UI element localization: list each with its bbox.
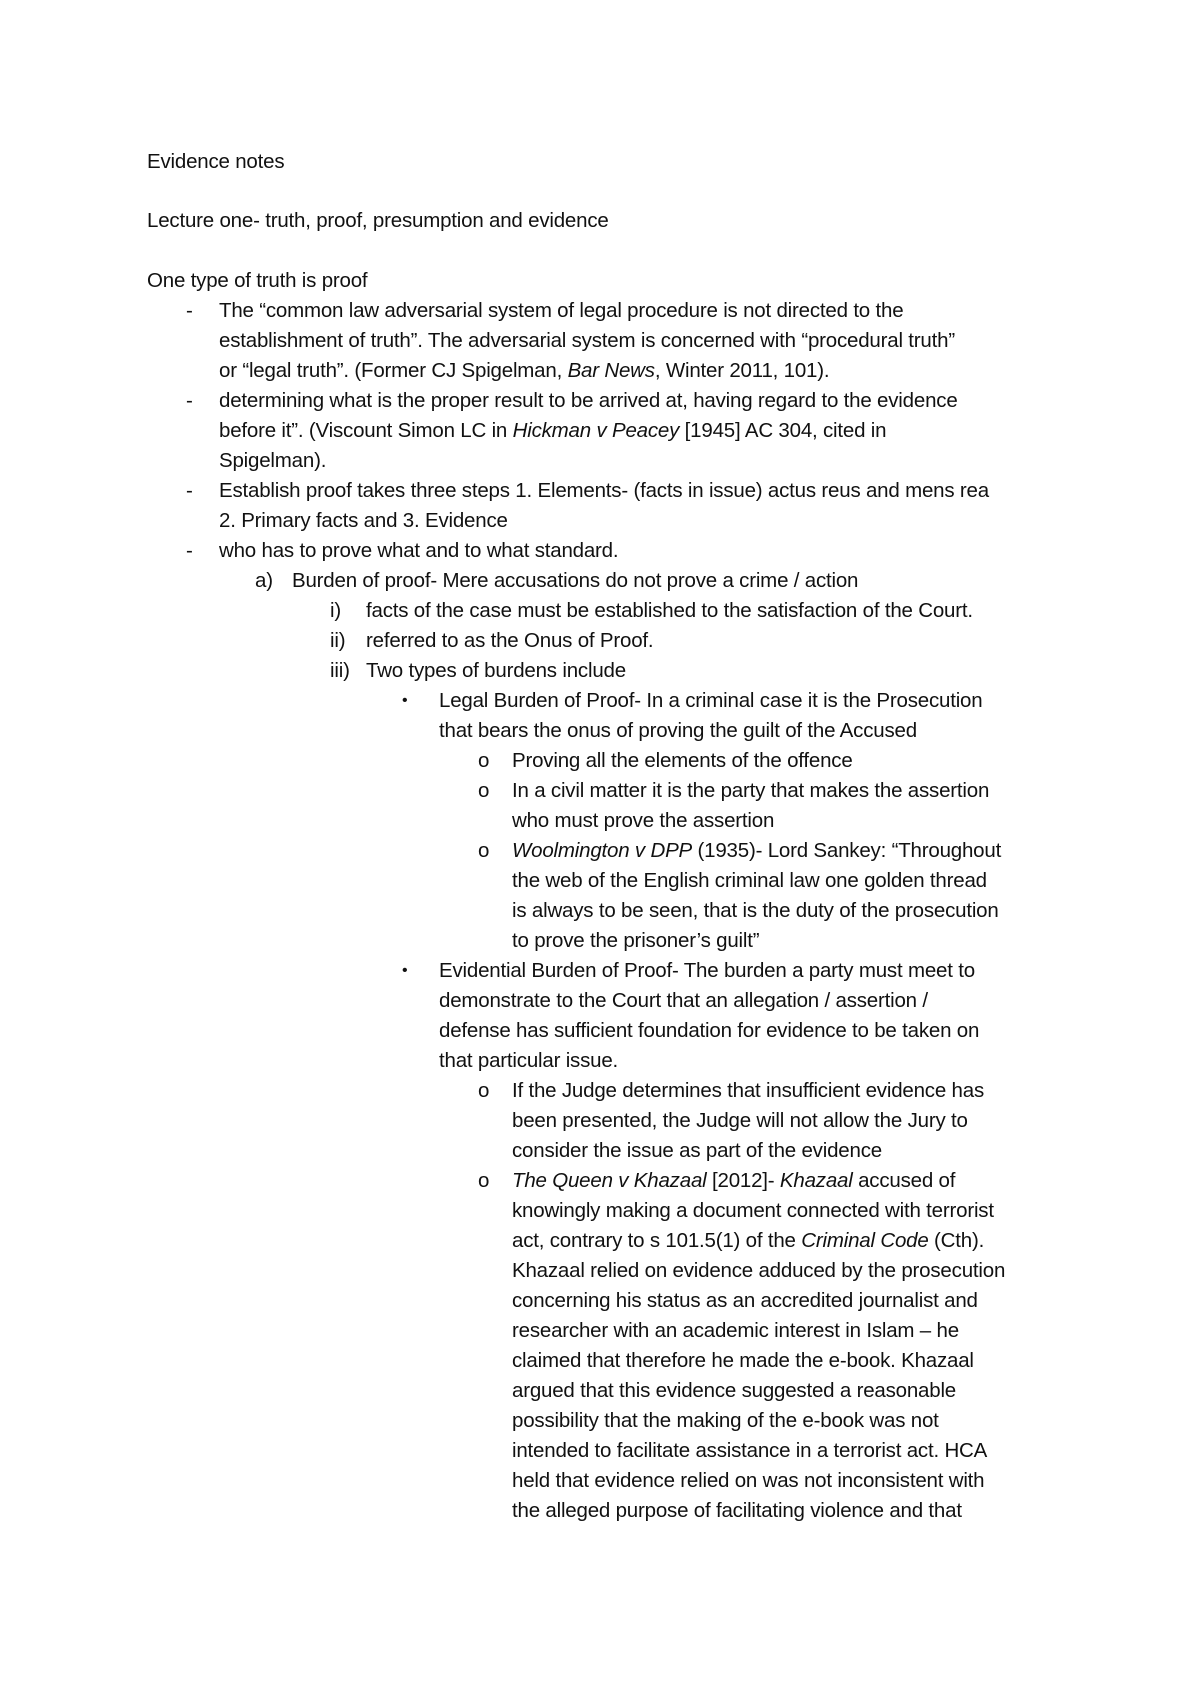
- khazaal-case-italic: The Queen v Khazaal: [512, 1169, 707, 1192]
- evid-o2-line3: act, contrary to s 101.5(1) of the Criminal Code (Cth).: [512, 1229, 985, 1252]
- dash-marker: -: [186, 389, 193, 412]
- legal-o1-line1: Proving all the elements of the offence: [512, 749, 853, 772]
- o-marker: o: [478, 839, 490, 862]
- o-marker: o: [478, 749, 490, 772]
- evid-o2-line10: intended to facilitate assistance in a terrorist act. HCA: [512, 1439, 988, 1462]
- evidential-burden-line1: Evidential Burden of Proof- The burden a party must meet to: [439, 959, 975, 982]
- evid-o2-line6: researcher with an academic interest in Islam – he: [512, 1319, 959, 1342]
- evid-o1-line3: consider the issue as part of the evidence: [512, 1139, 882, 1162]
- lecture-heading: Lecture one- truth, proof, presumption and evidence: [147, 209, 609, 232]
- evid-o2-line2: knowingly making a document connected with terrorist: [512, 1199, 994, 1222]
- legal-o3-line2: the web of the English criminal law one golden thread: [512, 869, 987, 892]
- evidential-burden-line3: defense has sufficient foundation for evidence to be taken on: [439, 1019, 980, 1042]
- item-iii-text: Two types of burdens include: [366, 659, 626, 682]
- dash4-line1: who has to prove what and to what standard.: [219, 539, 619, 562]
- evid-o2-line11: held that evidence relied on was not inconsistent with: [512, 1469, 985, 1492]
- evid-o2-line5: concerning his status as an accredited journalist and: [512, 1289, 978, 1312]
- evid-o1-line2: been presented, the Judge will not allow the Jury to: [512, 1109, 968, 1132]
- item-iii-marker: iii): [330, 659, 350, 682]
- evid-o2-line12: the alleged purpose of facilitating violence and that: [512, 1499, 962, 1522]
- burden-of-proof-line: Burden of proof- Mere accusations do not prove a crime / action: [292, 569, 859, 592]
- o-marker: o: [478, 1079, 490, 1102]
- dash2-line1: determining what is the proper result to be arrived at, having regard to the evidence: [219, 389, 958, 412]
- legal-o2-line2: who must prove the assertion: [512, 809, 775, 832]
- evid-o2-line7: claimed that therefore he made the e-book. Khazaal: [512, 1349, 974, 1372]
- dash-marker: -: [186, 299, 193, 322]
- evidential-burden-line4: that particular issue.: [439, 1049, 619, 1072]
- dash2-line2: before it”. (Viscount Simon LC in Hickman v Peacey [1945] AC 304, cited in: [219, 419, 887, 442]
- legal-o3-line3: is always to be seen, that is the duty of the prosecution: [512, 899, 999, 922]
- dash1-line3: or “legal truth”. (Former CJ Spigelman, Bar News, Winter 2011, 101).: [219, 359, 830, 382]
- o-marker: o: [478, 779, 490, 802]
- hickman-case-italic: Hickman v Peacey: [512, 419, 680, 442]
- legal-o3-line1: Woolmington v DPP (1935)- Lord Sankey: “Throughout: [512, 839, 1002, 862]
- legal-burden-line1: Legal Burden of Proof- In a criminal case it is the Prosecution: [439, 689, 983, 712]
- bullet-marker: •: [402, 962, 408, 979]
- item-ii-marker: ii): [330, 629, 346, 652]
- bar-news-italic: Bar News: [567, 359, 655, 382]
- item-ii-text: referred to as the Onus of Proof.: [366, 629, 654, 652]
- khazaal-name-italic: Khazaal: [779, 1169, 853, 1192]
- item-i-text: facts of the case must be established to the satisfaction of the Court.: [366, 599, 973, 622]
- o-marker: o: [478, 1169, 490, 1192]
- evid-o2-line8: argued that this evidence suggested a reasonable: [512, 1379, 957, 1402]
- evid-o1-line1: If the Judge determines that insufficient evidence has: [512, 1079, 985, 1102]
- dash-marker: -: [186, 479, 193, 502]
- criminal-code-italic: Criminal Code: [801, 1229, 929, 1252]
- legal-o3-line4: to prove the prisoner’s guilt”: [512, 929, 760, 952]
- dash2-line3: Spigelman).: [219, 449, 327, 472]
- evid-o2-line4: Khazaal relied on evidence adduced by the prosecution: [512, 1259, 1006, 1282]
- intro-line: One type of truth is proof: [147, 269, 368, 292]
- bullet-marker: •: [402, 692, 408, 709]
- dash1-line1: The “common law adversarial system of legal procedure is not directed to the: [219, 299, 904, 322]
- legal-burden-line2: that bears the onus of proving the guilt of the Accused: [439, 719, 917, 742]
- dash3-line2: 2. Primary facts and 3. Evidence: [219, 509, 508, 532]
- legal-o2-line1: In a civil matter it is the party that makes the assertion: [512, 779, 990, 802]
- dash3-line1: Establish proof takes three steps 1. Elements- (facts in issue) actus reus and mens rea: [219, 479, 989, 502]
- item-i-marker: i): [330, 599, 341, 622]
- evid-o2-line9: possibility that the making of the e-book was not: [512, 1409, 939, 1432]
- dash-marker: -: [186, 539, 193, 562]
- document-title: Evidence notes: [147, 150, 285, 173]
- evidential-burden-line2: demonstrate to the Court that an allegation / assertion /: [439, 989, 928, 1012]
- dash1-line2: establishment of truth”. The adversarial system is concerned with “procedural truth”: [219, 329, 955, 352]
- woolmington-case-italic: Woolmington v DPP: [512, 839, 693, 862]
- evid-o2-line1: The Queen v Khazaal [2012]- Khazaal accused of: [512, 1169, 956, 1192]
- item-a-marker: a): [255, 569, 273, 592]
